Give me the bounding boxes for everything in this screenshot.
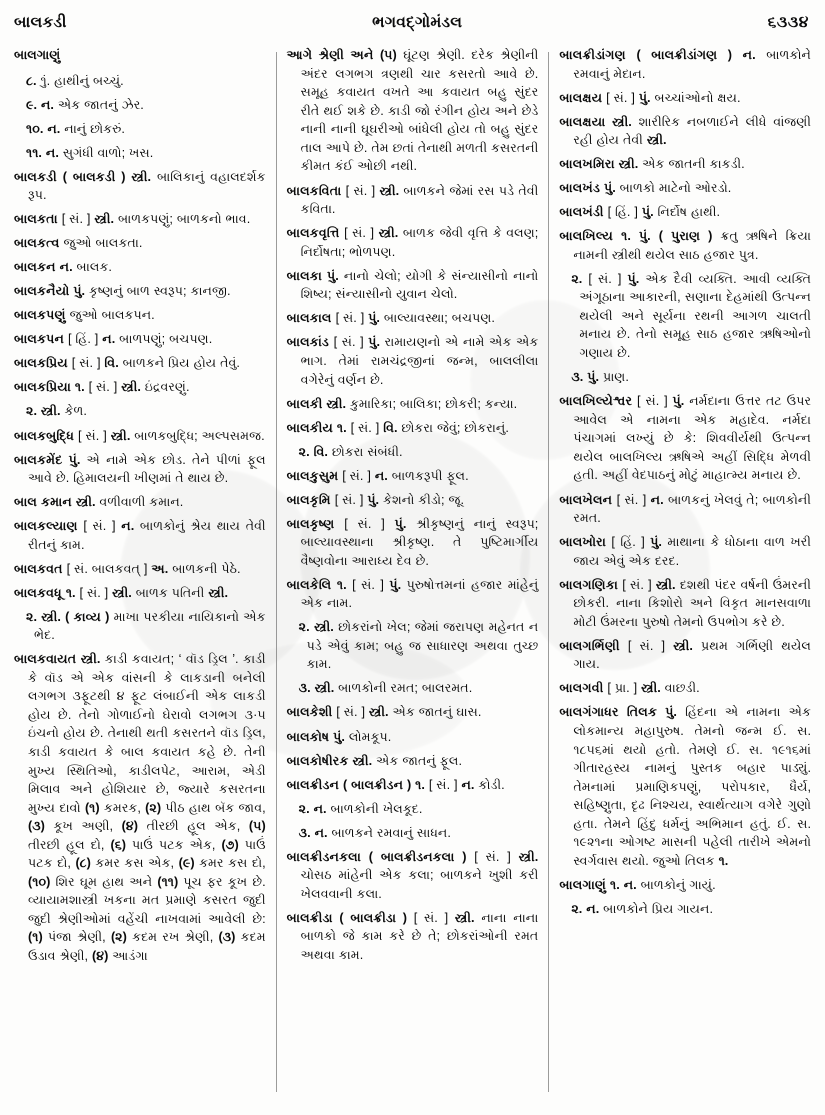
dictionary-entry: બાલકોષ પું. લોમકૂપ. — [286, 729, 392, 744]
dictionary-entry: બાલક્રીડા ( બાલક્રીડા ) [ સં. ] સ્ત્રી. નાના નાના બાળકો જે કામ કરે છે તે; છોકરાંઓની રમત અથવા કામ. — [286, 910, 539, 962]
sense-paragraph: ૧૦. ન. નાનું છોકરું. — [26, 121, 125, 136]
dictionary-entry: બાલકૃમિ [ સં. ] પું. કેશનો કીડો; જૂ. — [286, 492, 465, 507]
dictionary-entry: આગે શ્રેણી અને (૫) ઘૂંટણ શ્રેણી. દરેક શ્રેણીની અંદર લગભગ ત્રણથી ચાર કસરતો આવે છે. સમૂહ કવાયત વખતે આ કવાયત બહુ સુંદર રીતે થઈ શકે છે. કાડી જો રંગીન હોય અને છેડે નાની નાની ઘૂઘરીઓ બાંધેલી હોય તો બહુ સુંદર તાલ આપે છે. તેમ છતાં તેનાથી મળતી કસરતની કીમત કંઈ ઓછી નથી. — [286, 48, 539, 174]
dictionary-entry: બાલકનૈયો પું. કૃષ્ણનું બાળ સ્વરૂપ; કાનજી. — [14, 284, 231, 299]
dictionary-entry: બાલકા પું. નાનો ચેલો; યોગી કે સંન્યાસીનો નાનો શિષ્ય; સંન્યાસીનો યુવાન ચેલો. — [286, 268, 539, 302]
dictionary-entry: બાલ કમાન સ્ત્રી. વળીવાળી કમાન. — [14, 495, 184, 510]
sense-paragraph: ૨. વિ. છોકરા સંબંધી. — [298, 444, 403, 459]
dictionary-entry: બાલકૃષ્ણ [ સં. ] પું. શ્રીકૃષ્ણનું નાનું સ્વરૂપ; બાલ્યાવસ્થાના શ્રીકૃષ્ણ. તે પુષ્ટિમાર્ગીય વૈષ્ણવોના આરાધ્ય દેવ છે. — [286, 516, 539, 568]
dictionary-entry: બાલકેલિ ૧. [ સં. ] પું. પુરુષોત્તમનાં હજાર માંહેનું એક નામ. — [286, 577, 539, 611]
dictionary-entry: બાલકાલ [ સં. ] પું. બાલ્યાવસ્થા; બચપણ. — [286, 311, 495, 326]
text-column-3 — [549, 46, 815, 1102]
column-container — [10, 46, 815, 1102]
dictionary-entry: બાલખમિરા સ્ત્રી. એક જાતની કાકડી. — [559, 157, 745, 172]
dictionary-entry: બાલકવિતા [ સં. ] સ્ત્રી. બાળકને જેમાં રસ પડે તેવી કવિતા. — [286, 183, 539, 217]
sense-paragraph: ૩. ન. બાળકને રમવાનું સાધન. — [298, 825, 451, 840]
dictionary-entry: બાલકી સ્ત્રી. કુમારિકા; બાલિકા; છોકરી; કન્યા. — [286, 396, 518, 411]
dictionary-entry: બાલગાણું ૧. ન. બાળકોનું ગાયું. — [559, 878, 716, 893]
dictionary-entry: બાલકપ્રિય [ સં. ] વિ. બાળકને પ્રિય હોય તેવું. — [14, 356, 240, 371]
header-catchword: બાલકડી — [14, 14, 67, 31]
dictionary-entry: બાલકત્વ જુઓ બાલકતા. — [14, 236, 143, 251]
dictionary-entry: બાલગર્ભિણી [ સં. ] સ્ત્રી. પ્રથમ ગર્ભિણી થયેલ ગાય. — [559, 638, 811, 672]
sense-paragraph: ૨. સ્ત્રી. ( કાવ્ય ) માખા પરકીયા નાયિકાનો એક ભેદ. — [26, 609, 266, 643]
dictionary-entry: બાલકીય ૧. [ સં. ] વિ. છોકરા જેવું; છોકરાનું. — [286, 420, 509, 435]
sense-paragraph: ૧૧. ન. સુગંધી વાળો; ખસ. — [26, 145, 154, 160]
dictionary-entry: બાલકોષીરક સ્ત્રી. એક જાતનું ફૂલ. — [286, 753, 462, 768]
sense-paragraph: ૩. સ્ત્રી. બાળકોની રમત; બાલરમત. — [298, 681, 473, 696]
dictionary-entry: બાલકન ન. બાલક. — [14, 260, 112, 275]
dictionary-entry: બાલકવત [ સં. બાલકવત્ ] અ. બાળકની પેઠે. — [14, 561, 241, 576]
dictionary-entry: બાલકપન [ હિં. ] ન. બાળપણું; બચપણ. — [14, 332, 213, 347]
dictionary-entry: બાલખેલન [ સં. ] ન. બાળકનું ખેલવું તે; બાળકોની રમત. — [559, 492, 812, 526]
header-book-title: ભગવદ્‌ગોમંડલ — [372, 14, 463, 31]
page-number: ૬૩૩૪ — [767, 14, 809, 31]
dictionary-entry: બાલગણિકા [ સં. ] સ્ત્રી. દશથી પંદર વર્ષની ઉંમરની છોકરી. નાના કિશોરો અને વિકૃત માનસવાળા મોટી ઉંમરના પુરુષો તેમનો ઉપભોગ કરે છે. — [559, 577, 812, 629]
dictionary-entry: બાલક્રીડન ( બાલક્રીડન ) ૧. [ સં. ] ન. કોડી. — [286, 777, 505, 792]
sense-paragraph: ૨. સ્ત્રી. કેળ. — [26, 404, 87, 419]
dictionary-entry: બાલખંડ પું. બાળકો માટેનો ઓરડો. — [559, 181, 732, 196]
sense-paragraph: ૨. ન. બાળકોને પ્રિય ગાયન. — [571, 902, 714, 917]
sense-paragraph: ૯. ન. એક જાતનું ઝેર. — [26, 97, 144, 112]
dictionary-entry: બાલકપણું જુઓ બાલકપન. — [14, 308, 155, 323]
running-head — [10, 14, 815, 44]
dictionary-entry: બાલકવાયત સ્ત્રી. કાડી કવાયત; ‘ વૉડ ડ્રિલ ’. કાડી કે વૉડ એ એક વાંસની કે લાકડાની બનેલી લગભગ ૩ફૂટથી ૪ ફૂટ લંબાઈની એક લાકડી હોય છે. તેનો ગોળાઈનો ઘેરાવો લગભગ ૩·૫ ઇંચનો હોય છે. તેનાથી થતી કસરતને વૉડ ડ્રિલ, કાડી કવાયત કે બાલ કવાયત કહે છે. તેની મુખ્ય સ્થિતિઓ, કાડીલપેટ, આરામ, એડી મિલાવ અને હોશિયાર છે, જ્યારે કસરતના મુખ્ય દાવો (૧) કમરક, (૨) પીઠ હાથ બૅક જાવ, (૩) કૂખ અણી, (૪) તીરછી હૂલ એક, (૫) તીરછી હૂલ દો, (૬) પાઉં પટક એક, (૭) પાઉં પટક દો, (૮) કમર કસ એક, (૯) કમર કસ દો, (૧૦) શિર ઘૂમ હાથ અને (૧૧) પૂચ ફર કૂખ છે. વ્યાયામશાસ્ત્રી ખકના મત પ્રમાણે કસરત જુદી જુદી શ્રેણીઓમાં વહેંચી નાખવામાં આવેલી છે: (૧) પંજા શ્રેણી, (૨) કદમ રખ શ્રેણી, (૩) કદમ ઉડાવ શ્રેણી, (૪) આડંગા — [14, 652, 266, 963]
dictionary-entry: બાલક્ષય [ સં. ] પું. બચ્ચાંઓનો ક્ષય. — [559, 90, 741, 105]
sense-paragraph: ૩. પું. પ્રાણ. — [571, 369, 629, 384]
dictionary-entry: બાલકલ્યાણ [ સં. ] ન. બાળકોનું શ્રેય થાય તેવી રીતનું કામ. — [14, 519, 266, 552]
dictionary-entry: બાલકબુદ્ધિ [ સં. ] સ્ત્રી. બાળકબુદ્ધિ; અલ્પસમજ. — [14, 428, 265, 443]
dictionary-entry: બાલક્રીડનકલા ( બાલક્રીડનકલા ) [ સં. ] સ્ત્રી. ચોસઠ માંહેની એક કલા; બાળકને ખુશી કરી ખેલવવાની કલા. — [286, 849, 539, 901]
dictionary-entry: બાલખિલ્ય ૧. પું. ( પુરાણ ) ક્રતુ ઋષિને ક્રિયા નામની સ્ત્રીથી થયેલ સાઠ હજાર પુત્ર. — [559, 229, 811, 262]
dictionary-entry: બાલકાંડ [ સં. ] પું. રામાયણનો એ નામે એક એક ભાગ. તેમાં રામચંદ્રજીનાં જન્મ, બાલલીલા વગેરેનું વર્ણન છે. — [286, 335, 539, 387]
dictionary-entry: બાલકતા [ સં. ] સ્ત્રી. બાળકપણું; બાળકનો ભાવ. — [14, 212, 251, 227]
dictionary-entry: બાલક્રીડાંગણ ( બાલક્રીડાંગણ ) ન. બાળકોને રમવાનું મેદાન. — [559, 48, 812, 81]
sense-paragraph: ૮. ૧ું. હાથીનું બચ્ચું. — [26, 73, 124, 88]
sense-paragraph: ૨. સ્ત્રી. છોકરાંનો ખેલ; જેમાં જરાપણ મહેનત ન પડે એવું કામ; બહુ જ સાધારણ અથવા તુચ્છ કામ. — [298, 620, 539, 672]
dictionary-entry: બાલકવધૂ ૧. [ સં. ] સ્ત્રી. બાળક પતિની સ્ત્રી. — [14, 585, 228, 600]
dictionary-entry: બાલકુસુમ [ સં. ] ન. બાળકરૂપી ફૂલ. — [286, 468, 469, 483]
sense-paragraph: ૨. [ સં. ] પું. એક દૈવી વ્યક્તિ. આવી વ્યક્તિ અંગૂઠાના આકારની, સણાના દેહમાંથી ઉત્પન્ન થયેલી અને સૂર્યના રથની આગળ ચાલતી મનાય છે. તેનો સમૂહ સાઠ હજાર ઋષિઓનો ગણાય છે. — [571, 271, 812, 360]
dictionary-entry: બાલકવૃત્તિ [ સં. ] સ્ત્રી. બાળક જેવી વૃત્તિ કે વલણ; નિર્દોષતા; ભોળપણ. — [286, 226, 539, 259]
dictionary-entry: બાલકડી ( બાલકડી ) સ્ત્રી. બાલિકાનું વહાલદર્શક રૂપ. — [14, 169, 266, 203]
text-column-1 — [10, 46, 276, 1102]
text-column-2 — [277, 46, 549, 1102]
dictionary-entry: બાલકેશી [ સં. ] સ્ત્રી. એક જાતનું ઘાસ. — [286, 705, 482, 720]
dictionary-entry: બાલખોરા [ હિં. ] પું. માથાના કે ધોઠાના વાળ ખરી જાય એવું એક દરદ. — [559, 535, 811, 568]
dictionary-entry: બાલગંગાધર તિલક પું. હિંદના એ નામના એક લોકમાન્ય મહાપુરુષ. તેમનો જન્મ ઈ. સ. ૧૮૫૬માં થયો હતો. તેમણે ઈ. સ. ૧૯૧૬માં ગીતારહસ્ય નામનું પુસ્તક બહાર પાડ્યું. તેમનામાં પ્રમાણિકપણું, પરોપકાર, ધૈર્ય, સહિષ્ણુતા, દૃઢ નિશ્ચય, સ્વાર્થત્યાગ વગેરે ગુણો હતા. તેમને હિંદુ ધર્મનું અભિમાન હતું. ઈ. સ. ૧૯૨૧ના ઓગષ્ટ માસની પહેલી તારીખે એમનો સ્વર્ગવાસ થયો. જુઓ તિલક ૧. — [559, 705, 812, 868]
carryover-headword: બાલગાણું — [14, 48, 61, 62]
dictionary-entry: બાલકપ્રિયા ૧. [ સં. ] સ્ત્રી. ઇંદ્રવરણું. — [14, 380, 190, 395]
dictionary-entry: બાલક્ષયા સ્ત્રી. શારીરિક નબળાઈને લીધે વાંજણી રહી હોય તેવી સ્ત્રી. — [559, 114, 811, 148]
sense-paragraph: ૨. ન. બાળકોની ખેલકૂદ. — [298, 801, 423, 816]
dictionary-entry: બાલખંડી [ હિં. ] પું. નિર્દોષ હાથી. — [559, 205, 721, 220]
dictionary-entry: બાલગવી [ પ્રા. ] સ્ત્રી. વાછડી. — [559, 681, 700, 696]
dictionary-entry: બાલકમેંદ પું. એ નામે એક છોડ. તેને પીળાં ફૂલ આવે છે. હિમાલયની ખીણમાં તે થાય છે. — [14, 452, 266, 486]
dictionary-entry: બાલખિલ્યેશ્વર [ સં. ] પું. નર્મદાના ઉત્તર તટ ઉપર આવેલ એ નામના એક મહાદેવ. નર્મદા પંચાગમાં લખ્યું છે કે: શિવવીર્યથી ઉત્પન્ન થયેલ બાલખિલ્ય ઋષિએ અહીં સિદ્ધિ મેળવી હતી. અહીં વેદપાઠનું મોટું માહાત્મ્ય મનાય છે. — [559, 394, 812, 483]
